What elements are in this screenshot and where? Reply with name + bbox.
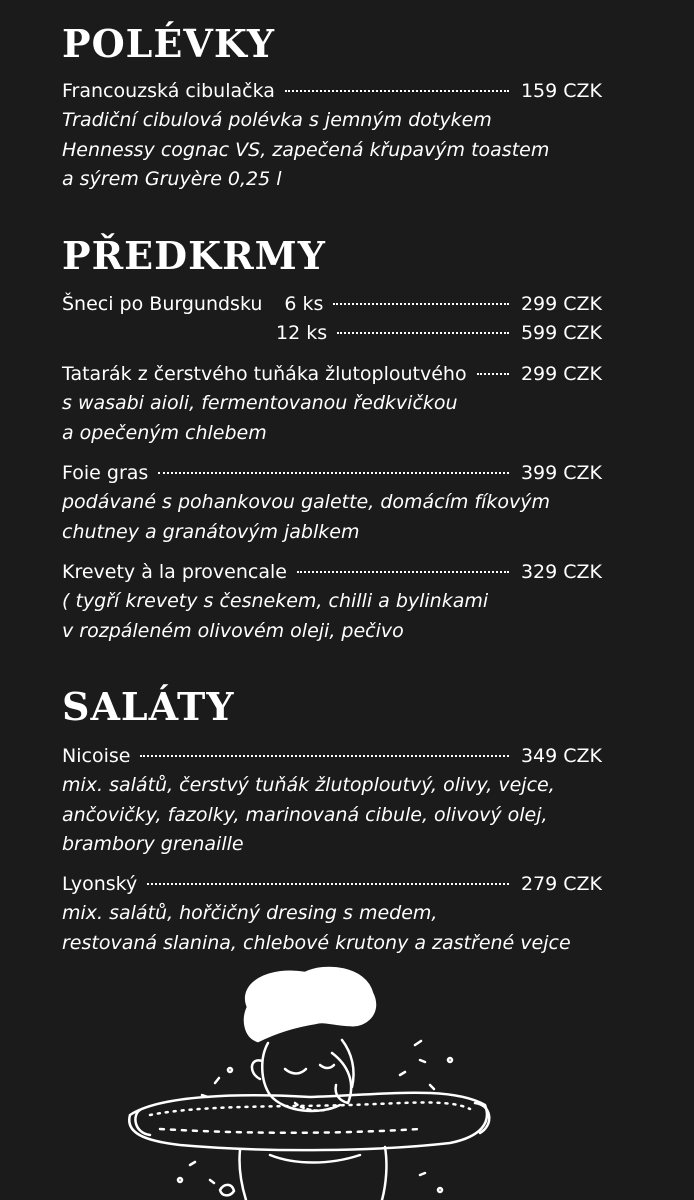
- dotted-leader: [285, 90, 509, 92]
- menu-item-lyonsky: [62, 870, 602, 899]
- item-description: s wasabi aioli, fermentovanou ředkvičkou a opečeným chlebem: [62, 392, 458, 444]
- item-name: Foie gras: [62, 462, 149, 484]
- dotted-leader: [158, 472, 509, 474]
- dotted-leader: [297, 571, 509, 573]
- item-price: 159 CZK: [520, 80, 602, 102]
- dotted-leader: [477, 373, 509, 375]
- item-name: Šneci po Burgundsku: [62, 293, 263, 315]
- item-price: 279 CZK: [520, 873, 602, 895]
- item-description: Tradiční cibulová polévka s jemným dotykem Hennessy cognac VS, zapečená křupavým toastem a sýrem Gruyère 0,25 l: [62, 109, 550, 190]
- menu-item-krevety: [62, 558, 602, 587]
- dotted-leader: [140, 755, 509, 757]
- item-description: podávané s pohankovou galette, domácím fíkovým chutney a granátovým jablkem: [62, 491, 551, 543]
- item-price: 299 CZK: [520, 293, 602, 315]
- item-price: 329 CZK: [520, 561, 602, 583]
- item-name: Francouzská cibulačka: [62, 80, 275, 102]
- item-quantity: 12 ks: [276, 322, 328, 344]
- menu-item-sneci: [62, 290, 602, 319]
- item-quantity: 6 ks: [284, 293, 324, 315]
- dotted-leader: [337, 332, 509, 334]
- item-description: ( tygří krevety s česnekem, chilli a bylinkami v rozpáleném olivovém oleji, pečivo: [62, 590, 489, 642]
- section-title-polevky: POLÉVKY: [62, 21, 275, 66]
- dotted-leader: [147, 883, 509, 885]
- item-price: 599 CZK: [520, 322, 602, 344]
- item-name: Lyonský: [62, 873, 138, 895]
- item-price: 349 CZK: [520, 745, 602, 767]
- menu-item-sneci-large: [62, 319, 602, 348]
- section-title-predkrmy: PŘEDKRMY: [62, 233, 326, 278]
- menu-item-francouzska-cibulacka: [62, 77, 602, 106]
- item-name: Tatarák z čerstvého tuňáka žlutoploutvého: [62, 363, 467, 385]
- section-title-salaty: SALÁTY: [62, 684, 235, 729]
- item-price: 399 CZK: [520, 462, 602, 484]
- menu-item-foie-gras: [62, 459, 602, 488]
- item-name: Nicoise: [62, 745, 131, 767]
- dotted-leader: [333, 303, 509, 305]
- item-name: Krevety à la provencale: [62, 561, 287, 583]
- chef-with-pizza-illustration: [120, 965, 500, 1200]
- item-description: mix. salátů, hořčičný dresing s medem, restovaná slanina, chlebové krutony a zastřené vejce: [62, 902, 571, 954]
- menu-item-nicoise: [62, 742, 602, 771]
- item-description: mix. salátů, čerstvý tuňák žlutoploutvý, olivy, vejce, ančovičky, fazolky, marinovaná cibule, olivový olej, brambory grenaille: [62, 774, 555, 855]
- menu-item-tatarak: [62, 360, 602, 389]
- item-price: 299 CZK: [520, 363, 602, 385]
